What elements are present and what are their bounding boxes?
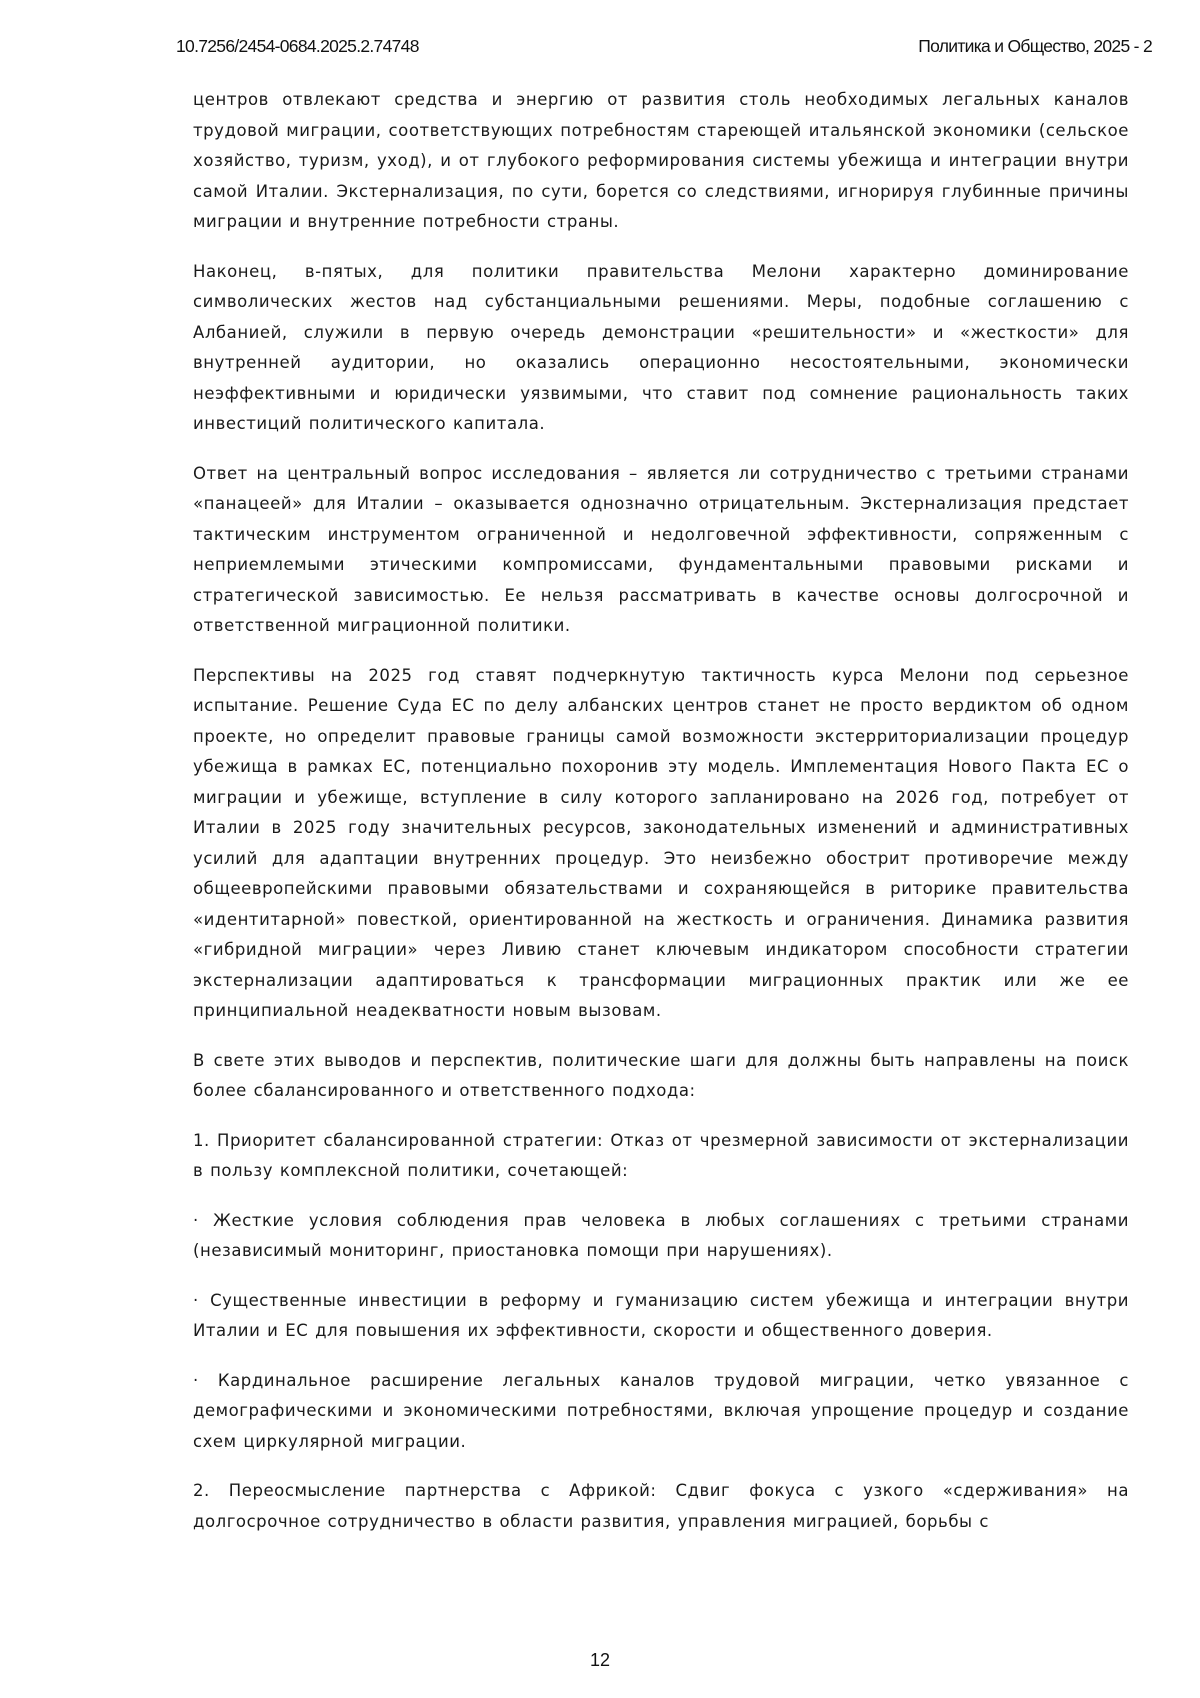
list-item-balanced-strategy: 1. Приоритет сбалансированной стратегии: Отказ от чрезмерной зависимости от экстернализации в пользу комплексной политики, сочетающей: <box>193 1126 1129 1187</box>
bullet-asylum-reform: · Существенные инвестиции в реформу и гуманизацию систем убежища и интеграции внутри Италии и ЕС для повышения их эффективности, скорости и общественного доверия. <box>193 1286 1129 1347</box>
bullet-human-rights: · Жесткие условия соблюдения прав человека в любых соглашениях с третьими странами (независимый мониторинг, приостановка помощи при нарушениях). <box>193 1206 1129 1267</box>
paragraph-continuation: центров отвлекают средства и энергию от развития столь необходимых легальных каналов трудовой миграции, соответствующих потребностям стареющей итальянской экономики (сельское хозяйство, туризм, уход), и от глубокого реформирования системы убежища и интеграции внутри самой Италии. Экстернализация, по сути, борется со следствиями, игнорируя глубинные причины миграции и внутренние потребности страны. <box>193 85 1129 238</box>
bullet-legal-channels: · Кардинальное расширение легальных каналов трудовой миграции, четко увязанное с демографическими и экономическими потребностями, включая упрощение процедур и создание схем циркулярной миграции. <box>193 1366 1129 1458</box>
article-body <box>193 85 1129 1556</box>
doi-reference: 10.7256/2454-0684.2025.2.74748 <box>176 36 419 57</box>
paragraph-policy-steps-intro: В свете этих выводов и перспектив, политические шаги для должны быть направлены на поиск более сбалансированного и ответственного подхода: <box>193 1046 1129 1107</box>
journal-title: Политика и Общество, 2025 - 2 <box>918 36 1152 57</box>
paragraph-research-answer: Ответ на центральный вопрос исследования – является ли сотрудничество с третьими странами «панацеей» для Италии – оказывается однозначно отрицательным. Экстернализация предстает тактическим инструментом ограниченной и недолговечной эффективности, сопряженным с неприемлемыми этическими компромиссами, фундаментальными правовыми рисками и стратегической зависимостью. Ее нельзя рассматривать в качестве основы долгосрочной и ответственной миграционной политики. <box>193 459 1129 642</box>
page-header <box>176 36 1152 60</box>
list-item-africa-partnership: 2. Переосмысление партнерства с Африкой: Сдвиг фокуса с узкого «сдерживания» на долгосрочное сотрудничество в области развития, управления миграцией, борьбы с <box>193 1476 1129 1537</box>
paragraph-perspectives-2025: Перспективы на 2025 год ставят подчеркнутую тактичность курса Мелони под серьезное испытание. Решение Суда ЕС по делу албанских центров станет не просто вердиктом об одном проекте, но определит правовые границы самой возможности экстерриториализации процедур убежища в рамках ЕС, потенциально похоронив эту модель. Имплементация Нового Пакта ЕС о миграции и убежище, вступление в силу которого запланировано на 2026 год, потребует от Италии в 2025 году значительных ресурсов, законодательных изменений и административных усилий для адаптации внутренних процедур. Это неизбежно обострит противоречие между общеевропейскими правовыми обязательствами и сохраняющейся в риторике правительства «идентитарной» повесткой, ориентированной на жесткость и ограничения. Динамика развития «гибридной миграции» через Ливию станет ключевым индикатором способности стратегии экстернализации адаптироваться к трансформации миграционных практик или же ее принципиальной неадекватности новым вызовам. <box>193 661 1129 1027</box>
paragraph-fifth-point: Наконец, в-пятых, для политики правительства Мелони характерно доминирование символических жестов над субстанциальными решениями. Меры, подобные соглашению с Албанией, служили в первую очередь демонстрации «решительности» и «жесткости» для внутренней аудитории, но оказались операционно несостоятельными, экономически неэффективными и юридически уязвимыми, что ставит под сомнение рациональность таких инвестиций политического капитала. <box>193 257 1129 440</box>
page-number: 12 <box>0 1650 1200 1671</box>
